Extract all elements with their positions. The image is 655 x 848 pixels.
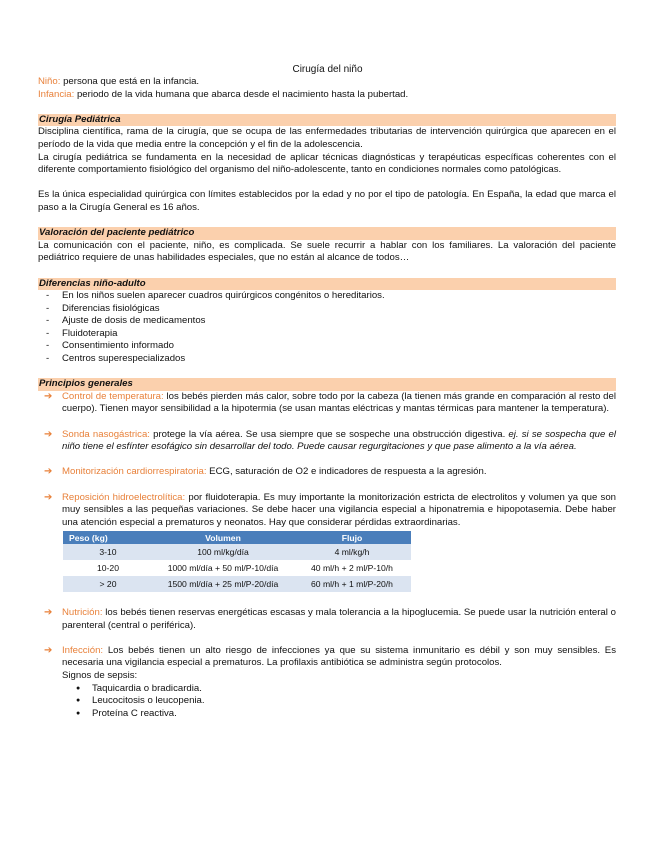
principio-label: Reposición hidroelectrolítica: bbox=[62, 491, 186, 503]
list-item: - Consentimiento informado bbox=[38, 340, 616, 353]
arrow-icon: ➔ bbox=[44, 466, 53, 478]
table-cell: 60 ml/h + 1 ml/P-20/h bbox=[293, 576, 411, 592]
principio-text: Los bebés tienen un alto riesgo de infecciones ya que su sistema inmunitario es débil y son muy sensibles. Es necesaria una vigilancia especial a prematuros. La profilaxis antibiótica se administra según protocolos. bbox=[62, 644, 616, 669]
table-cell: 1500 ml/día + 25 ml/P-20/día bbox=[153, 576, 293, 592]
definition-infancia bbox=[38, 89, 616, 102]
section-heading-diferencias: Diferencias niño-adulto bbox=[38, 278, 616, 291]
table-row bbox=[63, 544, 411, 560]
table-row bbox=[63, 560, 411, 576]
principio-note: ej. si se sospecha que el niño tiene el esfínter esofágico sin desarrollar del todo. Puede causar regurgitaciones y que pase alimento a la vía aérea. bbox=[62, 428, 616, 453]
principio-infeccion bbox=[38, 645, 616, 683]
signos-list bbox=[38, 683, 616, 721]
signos-label: Signos de sepsis: bbox=[62, 669, 138, 681]
definition-text: periodo de la vida humana que abarca desde el nacimiento hasta la pubertad. bbox=[74, 88, 409, 100]
principio-text: por fluidoterapia. Es muy importante la monitorización estricta de electrolitos y volumen ya que son muy sensibles a las pequeñas variaciones. Se debe hacer una vigilancia especial a hiponatremia e hipopotasemia. Debe haber una atención especial a prematuros y neonatos. Hay que considerar pérdidas extraordinarias. bbox=[62, 491, 616, 528]
definition-nino bbox=[38, 76, 616, 89]
list-item: ● Proteína C reactiva. bbox=[38, 708, 616, 721]
arrow-icon: ➔ bbox=[44, 491, 53, 503]
list-item: - En los niños suelen aparecer cuadros quirúrgicos congénitos o hereditarios. bbox=[38, 290, 616, 303]
page-title: Cirugía del niño bbox=[292, 64, 363, 75]
principio-sonda bbox=[38, 429, 616, 454]
list-item: - Centros superespecializados bbox=[38, 353, 616, 366]
paragraph: Disciplina científica, rama de la cirugía, que se ocupa de las enfermedades tributarias de intervención quirúrgica que aparecen en el período de la vida que media entre la concepción y el fin de la adolescencia. bbox=[38, 126, 616, 150]
table-cell: 3-10 bbox=[63, 544, 153, 560]
diferencias-list bbox=[38, 290, 616, 366]
principio-label: Nutrición: bbox=[62, 606, 103, 618]
arrow-icon: ➔ bbox=[44, 428, 53, 440]
arrow-icon: ➔ bbox=[44, 390, 53, 402]
section-heading-cirugia: Cirugía Pediátrica bbox=[38, 114, 616, 127]
principio-text: protege la vía aérea. Se usa siempre que se sospeche una obstrucción digestiva. bbox=[149, 428, 509, 440]
section-heading-valoracion: Valoración del paciente pediátrico bbox=[38, 227, 616, 240]
principio-label: Sonda nasogástrica: bbox=[62, 428, 150, 440]
table-header: Volumen bbox=[153, 531, 293, 544]
table-cell: 100 ml/kg/día bbox=[153, 544, 293, 560]
list-item: ● Taquicardia o bradicardia. bbox=[38, 683, 616, 696]
table-cell: 10-20 bbox=[63, 560, 153, 576]
list-item: - Fluidoterapia bbox=[38, 328, 616, 341]
principio-text: los bebés pierden más calor, sobre todo por la cabeza (la tienen más grande en comparación al resto del cuerpo). Tienen mayor sensibilidad a la hipotermia (se usan mantas eléctricas y mantas térmicas para mantener la temperatura). bbox=[62, 390, 616, 415]
list-item: - Diferencias fisiológicas bbox=[38, 303, 616, 316]
principio-reposicion bbox=[38, 492, 616, 593]
principio-label: Monitorización cardiorrespiratoria: bbox=[62, 466, 207, 478]
definition-term: Infancia: bbox=[38, 88, 75, 100]
principio-label: Control de temperatura: bbox=[62, 390, 164, 402]
paragraph: La cirugía pediátrica se fundamenta en la necesidad de aplicar técnicas diagnósticas y terapéuticas específicas coherentes con el diferente comportamiento fisiológico del organismo del niño-adolescente, tanto en condiciones normales como patológicas. bbox=[38, 151, 616, 176]
fluid-table bbox=[63, 531, 411, 592]
table-cell: 1000 ml/día + 50 ml/P-10/día bbox=[153, 560, 293, 576]
section-heading-principios: Principios generales bbox=[38, 378, 616, 391]
table-header: Flujo bbox=[293, 531, 411, 544]
paragraph: Es la única especialidad quirúrgica con límites establecidos por la edad y no por el tipo de patología. En España, la edad que marca el paso a la Cirugía General es 16 años. bbox=[38, 189, 616, 213]
table-cell: > 20 bbox=[63, 576, 153, 592]
principio-monitorizacion bbox=[38, 466, 616, 479]
principio-text: ECG, saturación de O2 e indicadores de respuesta a la agresión. bbox=[206, 466, 487, 478]
paragraph: La comunicación con el paciente, niño, es complicada. Se suele recurrir a hablar con los familiares. La valoración del paciente pediátrico requiere de unas habilidades especiales, que no están al alcance de todos… bbox=[38, 239, 616, 264]
principio-temperatura bbox=[38, 391, 616, 416]
list-item: ● Leucocitosis o leucopenia. bbox=[38, 695, 616, 708]
principio-label: Infección: bbox=[62, 644, 104, 656]
definition-term: Niño: bbox=[38, 76, 61, 87]
definition-text: persona que está en la infancia. bbox=[60, 76, 200, 87]
table-cell: 4 ml/kg/h bbox=[293, 544, 411, 560]
list-item: - Ajuste de dosis de medicamentos bbox=[38, 315, 616, 328]
table-header: Peso (kg) bbox=[63, 531, 153, 544]
principio-text: los bebés tienen reservas energéticas escasas y mala tolerancia a la hipoglucemia. Se puede usar la nutrición enteral o parenteral (central o periférica). bbox=[62, 606, 616, 631]
principio-nutricion bbox=[38, 607, 616, 632]
arrow-icon: ➔ bbox=[44, 606, 53, 618]
table-row bbox=[63, 576, 411, 592]
table-cell: 40 ml/h + 2 ml/P-10/h bbox=[293, 560, 411, 576]
document-body bbox=[38, 76, 616, 720]
arrow-icon: ➔ bbox=[44, 644, 53, 656]
